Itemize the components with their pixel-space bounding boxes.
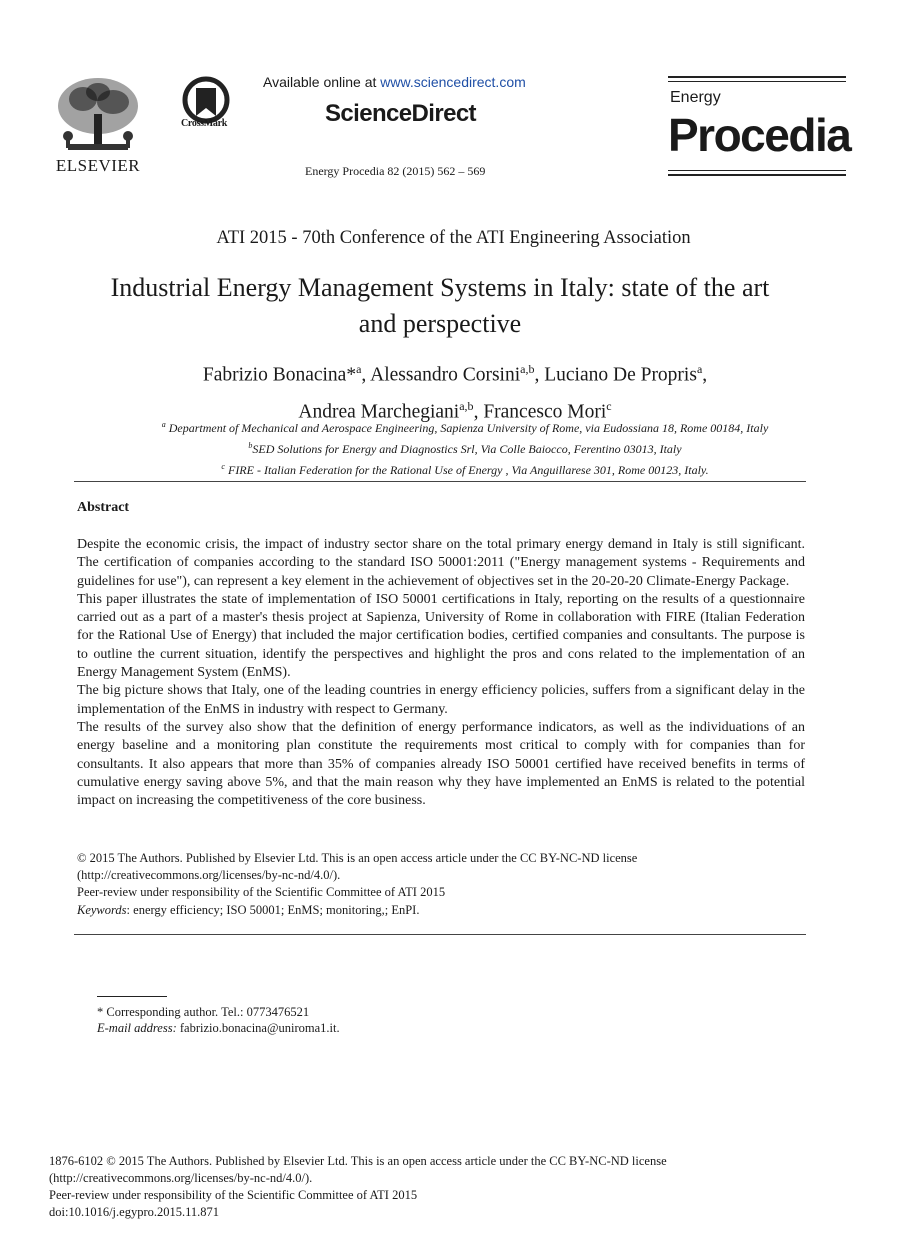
author-sep: , <box>534 364 545 386</box>
abstract-body <box>77 536 805 810</box>
email-line <box>97 1020 340 1036</box>
author-affil: c <box>606 398 612 413</box>
author-name: Fabrizio Bonacina* <box>202 364 357 386</box>
keywords-text: : energy efficiency; ISO 50001; EnMS; monitoring,; EnPI. <box>126 903 420 917</box>
affiliation-marker: c <box>221 462 225 471</box>
abstract-paragraph: The results of the survey also show that the definition of energy performance indicators, as well as the individuations of an energy baseline and a monitoring plan constitute the requirements most critical to comply with for companies than for consultants. It also appears that more than 35% of companies already ISO 50001 certified have received benefits in terms of cumulative energy saving above 5%, and that the main reason why they have implemented an EnMS is related to the potential impact on increasing the competitiveness of the core business. <box>77 719 805 809</box>
divider <box>74 481 806 482</box>
elsevier-logo <box>48 74 148 176</box>
author-affil: a,b <box>459 398 474 413</box>
elsevier-tree-icon <box>48 74 148 156</box>
affiliation-item <box>40 416 890 437</box>
available-online <box>263 74 563 90</box>
conference-name: ATI 2015 - 70th Conference of the ATI Engineering Association <box>216 228 691 248</box>
corresponding-author: * Corresponding author. Tel.: 0773476521 <box>97 1005 310 1019</box>
license-link[interactable]: (http://creativecommons.org/licenses/by-nc-nd/4.0/). <box>77 868 341 882</box>
affiliations <box>40 416 890 479</box>
affiliation-marker: a <box>161 420 166 429</box>
email-address[interactable]: fabrizio.bonacina@uniroma1.it. <box>176 1021 340 1035</box>
author-affil: a <box>356 362 362 376</box>
author-name: Alessandro Corsini <box>370 364 521 386</box>
affiliation-marker: b <box>248 441 253 450</box>
author-name: Francesco Mori <box>483 401 607 422</box>
author-name: Luciano De Propris <box>544 364 697 386</box>
paper-title <box>60 270 820 342</box>
divider <box>74 934 806 935</box>
author-sep: , <box>702 364 708 386</box>
abstract-paragraph: This paper illustrates the state of implementation of ISO 50001 certifications in Italy, reporting on the results of a questionnaire carried out as a part of a master's thesis project at Sapienza, University of Rome in collaboration with FIRE (Italian Federation for the Rational Use of Energy) that included the major certification bodies, certified companies and consultants. The purpose is to outline the current situation, identify the perspectives and highlight the pros and cons related to the implementation of an Energy Management System (EnMS). <box>77 591 805 681</box>
issn-license: 1876-6102 © 2015 The Authors. Published by Elsevier Ltd. This is an open access article under the CC BY-NC-ND license <box>49 1154 667 1168</box>
peer-review-text: Peer-review under responsibility of the Scientific Committee of ATI 2015 <box>77 885 446 899</box>
footnote-rule <box>97 996 167 997</box>
license-block <box>77 850 805 901</box>
journal-logo-procedia: Procedia <box>668 109 851 161</box>
license-text: © 2015 The Authors. Published by Elsevier Ltd. This is an open access article under the CC BY-NC-ND license <box>77 851 638 865</box>
elsevier-wordmark: ELSEVIER <box>55 156 141 175</box>
author-sep: , <box>361 364 371 386</box>
authors-line-1 <box>60 354 850 391</box>
affiliation-item <box>40 437 890 458</box>
abstract-paragraph: Despite the economic crisis, the impact of industry sector share on the total primary energy demand in Italy is still significant. The certification of companies according to the standard ISO 50001:2011 ("Energy management systems - Requirements and guidelines for use"), can represent a key element in the achievement of objectives set in the 20-20-20 Climate-Energy Package. <box>77 537 805 589</box>
abstract-heading: Abstract <box>77 500 130 515</box>
affiliation-item <box>40 458 890 479</box>
keywords <box>77 903 419 918</box>
affiliation-text: FIRE - Italian Federation for the Rational Use of Energy , Via Anguillarese 301, Rome 00123, Italy. <box>224 463 709 477</box>
affiliation-text: Department of Mechanical and Aerospace Engineering, Sapienza University of Rome, via Eudossiana 18, Rome 00184, Italy <box>165 421 769 435</box>
affiliation-text: SED Solutions for Energy and Diagnostics Srl, Via Colle Baiocco, Ferentino 03013, Italy <box>252 442 682 456</box>
journal-logo-energy: Energy <box>670 89 721 106</box>
title-line-1: Industrial Energy Management Systems in Italy: state of the art <box>110 273 770 302</box>
author-affil: a,b <box>520 362 535 376</box>
bottom-info <box>49 1153 869 1221</box>
bottom-license-link[interactable]: (http://creativecommons.org/licenses/by-nc-nd/4.0/). <box>49 1171 313 1185</box>
energy-procedia-logo <box>668 76 851 176</box>
sciencedirect-logo: ScienceDirect <box>325 100 476 127</box>
abstract-paragraph: The big picture shows that Italy, one of the leading countries in energy efficiency policies, suffers from a significant delay in the implementation of the EnMS in industry with respect to Germany. <box>77 683 805 717</box>
title-line-2: and perspective <box>358 309 522 338</box>
sciencedirect-link[interactable]: www.sciencedirect.com <box>380 74 526 90</box>
doi[interactable]: doi:10.1016/j.egypro.2015.11.871 <box>49 1205 220 1219</box>
keywords-label: Keywords <box>77 903 127 917</box>
crossmark-label: CrossMark <box>180 118 227 129</box>
journal-reference: Energy Procedia 82 (2015) 562 – 569 <box>305 164 486 178</box>
bottom-peer-review: Peer-review under responsibility of the Scientific Committee of ATI 2015 <box>49 1188 418 1202</box>
author-sep: , <box>473 401 484 422</box>
author-name: Andrea Marchegiani <box>298 401 460 422</box>
footnote <box>97 1004 340 1036</box>
email-label: E-mail address: <box>97 1021 177 1035</box>
available-prefix: Available online at <box>263 74 381 90</box>
author-affil: a <box>696 362 703 376</box>
